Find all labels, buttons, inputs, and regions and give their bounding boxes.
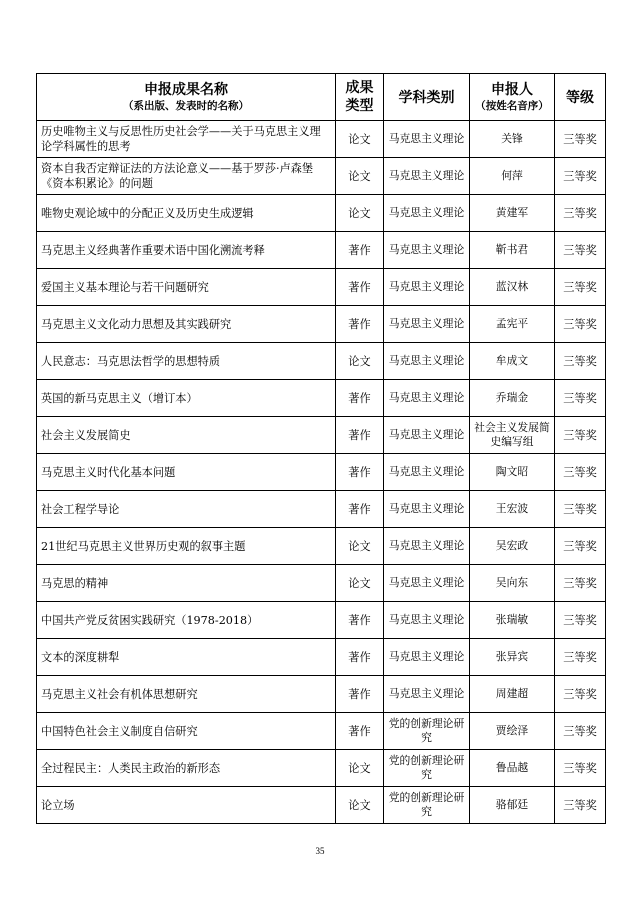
cell-name: 英国的新马克思主义（增订本） bbox=[37, 380, 336, 417]
cell-name: 马克思主义文化动力思想及其实践研究 bbox=[37, 306, 336, 343]
cell-subject: 马克思主义理论 bbox=[384, 639, 470, 676]
cell-subject: 马克思主义理论 bbox=[384, 417, 470, 454]
cell-subject: 马克思主义理论 bbox=[384, 602, 470, 639]
cell-type: 著作 bbox=[336, 269, 384, 306]
cell-subject: 党的创新理论研究 bbox=[384, 713, 470, 750]
cell-name: 社会工程学导论 bbox=[37, 491, 336, 528]
cell-subject: 马克思主义理论 bbox=[384, 565, 470, 602]
cell-person: 鲁品越 bbox=[470, 750, 555, 787]
table-row bbox=[37, 602, 606, 639]
cell-subject: 马克思主义理论 bbox=[384, 195, 470, 232]
award-table-container bbox=[36, 73, 605, 824]
header-level-label: 等级 bbox=[566, 90, 594, 106]
cell-type: 著作 bbox=[336, 380, 384, 417]
cell-name: 爱国主义基本理论与若干问题研究 bbox=[37, 269, 336, 306]
table-row bbox=[37, 306, 606, 343]
header-level bbox=[555, 74, 606, 121]
cell-subject: 马克思主义理论 bbox=[384, 343, 470, 380]
cell-level: 三等奖 bbox=[555, 417, 606, 454]
cell-type: 论文 bbox=[336, 343, 384, 380]
table-row bbox=[37, 232, 606, 269]
cell-subject: 马克思主义理论 bbox=[384, 269, 470, 306]
cell-person: 靳书君 bbox=[470, 232, 555, 269]
cell-type: 著作 bbox=[336, 602, 384, 639]
cell-person: 何萍 bbox=[470, 158, 555, 195]
cell-name: 历史唯物主义与反思性历史社会学——关于马克思主义理论学科属性的思考 bbox=[37, 121, 336, 158]
cell-name: 资本自我否定辩证法的方法论意义——基于罗莎·卢森堡《资本积累论》的问题 bbox=[37, 158, 336, 195]
cell-type: 论文 bbox=[336, 195, 384, 232]
header-type bbox=[336, 74, 384, 121]
cell-level: 三等奖 bbox=[555, 195, 606, 232]
cell-level: 三等奖 bbox=[555, 454, 606, 491]
table-row bbox=[37, 787, 606, 824]
cell-name: 人民意志：马克思法哲学的思想特质 bbox=[37, 343, 336, 380]
cell-person: 陶文昭 bbox=[470, 454, 555, 491]
cell-level: 三等奖 bbox=[555, 528, 606, 565]
cell-person: 牟成文 bbox=[470, 343, 555, 380]
cell-person: 贾绘泽 bbox=[470, 713, 555, 750]
cell-type: 著作 bbox=[336, 639, 384, 676]
cell-type: 著作 bbox=[336, 417, 384, 454]
table-row bbox=[37, 454, 606, 491]
cell-name: 论立场 bbox=[37, 787, 336, 824]
cell-type: 论文 bbox=[336, 787, 384, 824]
cell-subject: 马克思主义理论 bbox=[384, 121, 470, 158]
cell-name: 文本的深度耕犁 bbox=[37, 639, 336, 676]
cell-level: 三等奖 bbox=[555, 639, 606, 676]
cell-name: 马克思的精神 bbox=[37, 565, 336, 602]
table-body bbox=[37, 121, 606, 824]
cell-name: 21世纪马克思主义世界历史观的叙事主题 bbox=[37, 528, 336, 565]
cell-person: 关锋 bbox=[470, 121, 555, 158]
cell-person: 孟宪平 bbox=[470, 306, 555, 343]
table-row bbox=[37, 565, 606, 602]
cell-level: 三等奖 bbox=[555, 565, 606, 602]
cell-subject: 马克思主义理论 bbox=[384, 491, 470, 528]
table-row bbox=[37, 121, 606, 158]
cell-person: 张瑞敏 bbox=[470, 602, 555, 639]
cell-name: 马克思主义经典著作重要术语中国化溯流考释 bbox=[37, 232, 336, 269]
cell-name: 中国共产党反贫困实践研究（1978-2018） bbox=[37, 602, 336, 639]
cell-subject: 马克思主义理论 bbox=[384, 454, 470, 491]
header-subject-label: 学科类别 bbox=[398, 90, 455, 106]
header-subject bbox=[384, 74, 470, 121]
header-person-sub: （按姓名音序） bbox=[475, 100, 549, 112]
cell-type: 著作 bbox=[336, 676, 384, 713]
award-table bbox=[36, 73, 606, 824]
cell-type: 著作 bbox=[336, 491, 384, 528]
cell-type: 著作 bbox=[336, 306, 384, 343]
table-row bbox=[37, 491, 606, 528]
table-row bbox=[37, 676, 606, 713]
table-row bbox=[37, 750, 606, 787]
cell-level: 三等奖 bbox=[555, 676, 606, 713]
cell-subject: 马克思主义理论 bbox=[384, 380, 470, 417]
cell-name: 中国特色社会主义制度自信研究 bbox=[37, 713, 336, 750]
header-name-main: 申报成果名称 bbox=[144, 82, 228, 98]
cell-type: 著作 bbox=[336, 232, 384, 269]
cell-level: 三等奖 bbox=[555, 158, 606, 195]
cell-level: 三等奖 bbox=[555, 491, 606, 528]
header-name-sub: （系出版、发表时的名称） bbox=[123, 100, 249, 112]
cell-subject: 马克思主义理论 bbox=[384, 158, 470, 195]
table-row bbox=[37, 195, 606, 232]
cell-subject: 马克思主义理论 bbox=[384, 306, 470, 343]
cell-level: 三等奖 bbox=[555, 380, 606, 417]
header-type-sub: 类型 bbox=[345, 98, 374, 114]
header-person-main: 申报人 bbox=[491, 82, 533, 98]
cell-name: 全过程民主：人类民主政治的新形态 bbox=[37, 750, 336, 787]
cell-subject: 马克思主义理论 bbox=[384, 232, 470, 269]
cell-level: 三等奖 bbox=[555, 602, 606, 639]
cell-subject: 党的创新理论研究 bbox=[384, 750, 470, 787]
cell-subject: 马克思主义理论 bbox=[384, 676, 470, 713]
cell-level: 三等奖 bbox=[555, 750, 606, 787]
cell-level: 三等奖 bbox=[555, 343, 606, 380]
cell-person: 周建超 bbox=[470, 676, 555, 713]
table-row bbox=[37, 269, 606, 306]
cell-person: 蓝汉林 bbox=[470, 269, 555, 306]
page-number: 35 bbox=[315, 846, 325, 856]
cell-name: 社会主义发展简史 bbox=[37, 417, 336, 454]
cell-level: 三等奖 bbox=[555, 121, 606, 158]
table-row bbox=[37, 639, 606, 676]
cell-person: 王宏波 bbox=[470, 491, 555, 528]
cell-type: 论文 bbox=[336, 158, 384, 195]
cell-name: 马克思主义时代化基本问题 bbox=[37, 454, 336, 491]
header-type-main: 成果 bbox=[345, 80, 374, 96]
table-row bbox=[37, 713, 606, 750]
cell-type: 著作 bbox=[336, 713, 384, 750]
cell-subject: 马克思主义理论 bbox=[384, 528, 470, 565]
cell-name: 马克思主义社会有机体思想研究 bbox=[37, 676, 336, 713]
table-row bbox=[37, 380, 606, 417]
cell-level: 三等奖 bbox=[555, 306, 606, 343]
cell-level: 三等奖 bbox=[555, 713, 606, 750]
table-row bbox=[37, 343, 606, 380]
cell-type: 论文 bbox=[336, 528, 384, 565]
cell-subject: 党的创新理论研究 bbox=[384, 787, 470, 824]
cell-person: 黄建军 bbox=[470, 195, 555, 232]
cell-level: 三等奖 bbox=[555, 232, 606, 269]
cell-level: 三等奖 bbox=[555, 787, 606, 824]
cell-person: 骆郁廷 bbox=[470, 787, 555, 824]
cell-type: 论文 bbox=[336, 121, 384, 158]
cell-name: 唯物史观论域中的分配正义及历史生成逻辑 bbox=[37, 195, 336, 232]
header-person bbox=[470, 74, 555, 121]
cell-person: 社会主义发展简史编写组 bbox=[470, 417, 555, 454]
cell-type: 著作 bbox=[336, 454, 384, 491]
table-row bbox=[37, 417, 606, 454]
cell-person: 吴宏政 bbox=[470, 528, 555, 565]
cell-person: 张异宾 bbox=[470, 639, 555, 676]
cell-type: 论文 bbox=[336, 750, 384, 787]
cell-level: 三等奖 bbox=[555, 269, 606, 306]
cell-person: 乔瑞金 bbox=[470, 380, 555, 417]
table-row bbox=[37, 158, 606, 195]
cell-type: 论文 bbox=[336, 565, 384, 602]
header-name bbox=[37, 74, 336, 121]
table-row bbox=[37, 528, 606, 565]
table-header-row bbox=[37, 74, 606, 121]
cell-person: 吴向东 bbox=[470, 565, 555, 602]
